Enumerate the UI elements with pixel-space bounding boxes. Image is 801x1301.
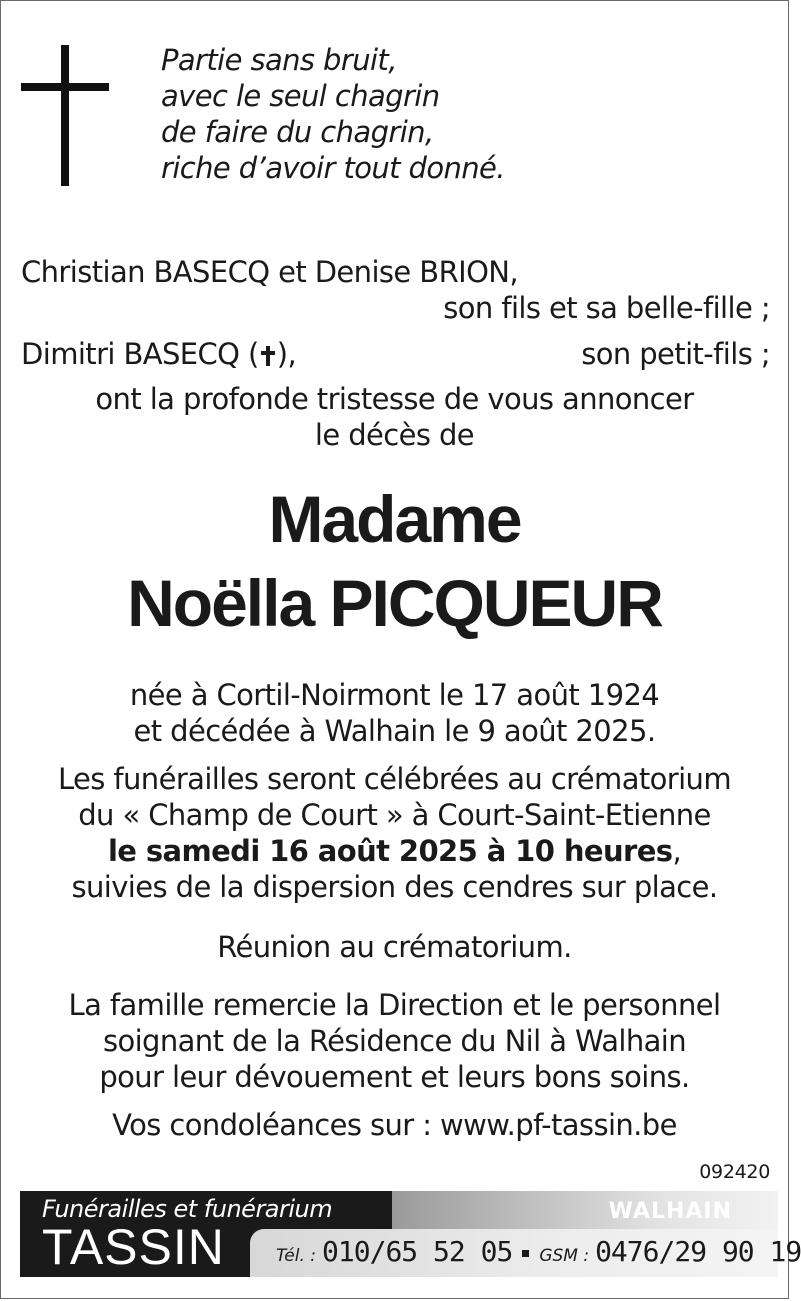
funeral-line: du « Champ de Court » à Court-Saint-Etienne bbox=[78, 798, 711, 832]
deceased-cross-icon bbox=[261, 346, 275, 366]
funeral-line: Les funérailles seront célébrées au crématorium bbox=[58, 762, 731, 796]
thanks-line: pour leur dévouement et leurs bons soins. bbox=[99, 1060, 690, 1094]
funeral-date-suffix: , bbox=[672, 834, 682, 868]
thanks-line: La famille remercie la Direction et le personnel bbox=[68, 988, 721, 1022]
birth-line: née à Cortil-Noirmont le 17 août 1924 bbox=[129, 678, 660, 712]
deceased-title: Madame bbox=[268, 482, 521, 556]
death-line: et décédée à Walhain le 9 août 2025. bbox=[133, 714, 656, 748]
announcement bbox=[1, 381, 788, 453]
contact-numbers bbox=[276, 1235, 801, 1275]
funeral-home-banner bbox=[20, 1191, 801, 1277]
poem-line: de faire du chagrin, bbox=[161, 115, 434, 149]
gsm-number: 0476/29 90 19 bbox=[595, 1235, 801, 1268]
funeral-date-row bbox=[1, 833, 788, 869]
tel-number: 010/65 52 05 bbox=[322, 1235, 513, 1268]
reference-number: 092420 bbox=[699, 1161, 770, 1183]
separator-icon bbox=[522, 1250, 529, 1257]
funeral-date: le samedi 16 août 2025 à 10 heures bbox=[107, 834, 673, 868]
meeting-info: Réunion au crématorium. bbox=[217, 930, 572, 964]
family-names: Christian BASECQ et Denise BRION, bbox=[21, 255, 519, 289]
deceased-name: Noëlla PICQUEUR bbox=[127, 566, 662, 640]
gsm-label: GSM : bbox=[539, 1246, 590, 1266]
grandson-relation: son petit-fils ; bbox=[581, 337, 770, 371]
grandson-close: ), bbox=[276, 337, 297, 371]
thanks-line: soignant de la Résidence du Nil à Walhain bbox=[102, 1024, 687, 1058]
poem-line: Partie sans bruit, bbox=[161, 43, 397, 77]
family-line-1 bbox=[21, 254, 770, 290]
funeral-home-logo: TASSIN bbox=[42, 1219, 225, 1275]
poem bbox=[161, 42, 505, 186]
funeral-line: suivies de la dispersion des cendres sur place. bbox=[71, 870, 718, 904]
thanks bbox=[1, 987, 788, 1095]
family-relation: son fils et sa belle-fille ; bbox=[443, 291, 770, 325]
poem-line: riche d’avoir tout donné. bbox=[161, 151, 505, 185]
announcement-line: le décès de bbox=[314, 418, 475, 452]
grandson-name: Dimitri BASECQ ( bbox=[21, 337, 259, 371]
funeral-home-city: WALHAIN bbox=[608, 1199, 732, 1224]
funeral-info bbox=[1, 761, 788, 905]
tel-label: Tél. : bbox=[276, 1246, 317, 1266]
announcement-line: ont la profonde tristesse de vous annoncer bbox=[95, 382, 694, 416]
condolences: Vos condoléances sur : www.pf-tassin.be bbox=[112, 1108, 677, 1142]
family-line-2 bbox=[21, 336, 770, 372]
poem-line: avec le seul chagrin bbox=[161, 79, 440, 113]
cross-icon bbox=[21, 45, 109, 186]
life-dates bbox=[1, 677, 788, 749]
funeral-home-tagline: Funérailles et funérarium bbox=[42, 1195, 333, 1223]
